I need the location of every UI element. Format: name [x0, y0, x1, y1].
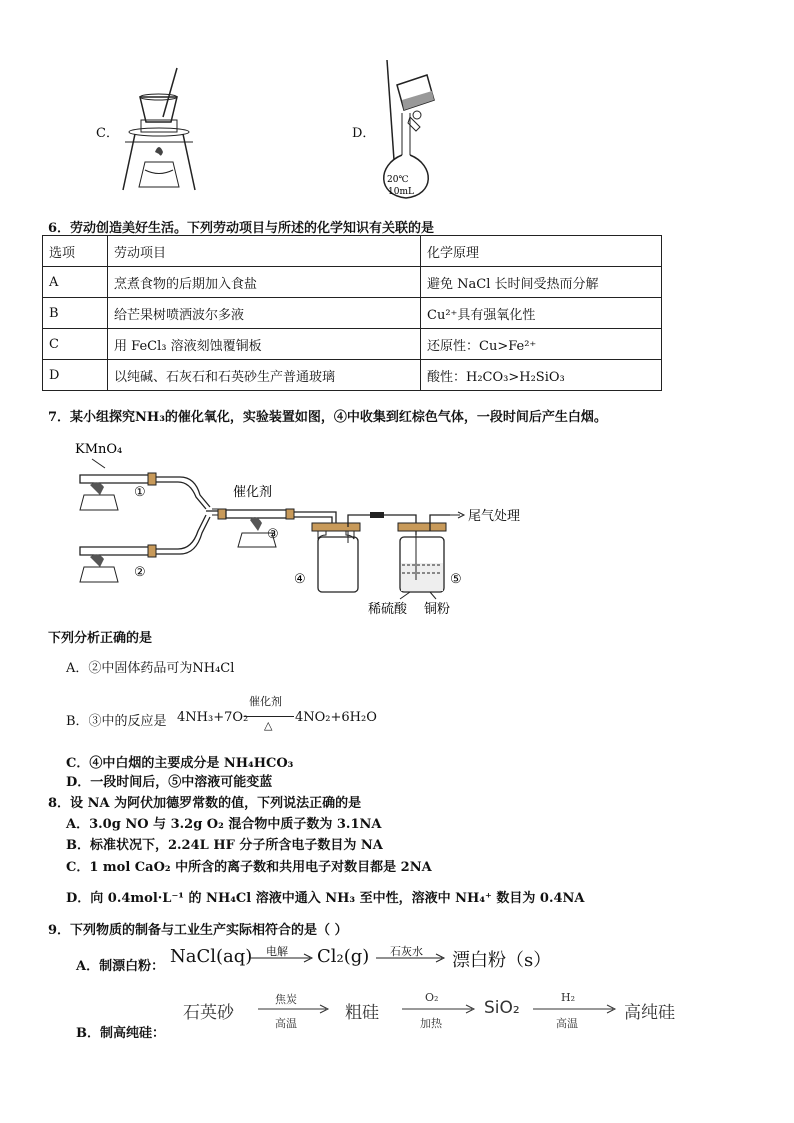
q9-a-arrow2 [376, 953, 446, 963]
q7-b-condition-bottom: △ [264, 719, 273, 732]
q9-b-cond1-top: 焦炭 [275, 993, 297, 1006]
q9-b-product: 高纯硅 [624, 1003, 675, 1023]
q9-a-reactant: NaCl(aq) [170, 946, 253, 967]
label-3: ③ [267, 527, 279, 542]
q8-option-a: A．3.0g NO 与 3.2g O₂ 混合物中质子数为 3.1NA [66, 817, 382, 832]
volumetric-flask-apparatus [372, 55, 442, 205]
label-4: ④ [294, 572, 306, 587]
q9-b-cond3-top: H₂ [561, 991, 576, 1004]
option-d-label: D． [352, 126, 376, 141]
q9-option-b-label: B．制高纯硅： [76, 1026, 165, 1041]
copper-label: 铜粉 [424, 602, 451, 617]
q9-a-intermediate: Cl₂(g) [317, 946, 370, 967]
q8-option-d: D．向 0.4mol·L⁻¹ 的 NH₄Cl 溶液中通入 NH₃ 至中性，溶液中 NH₄⁺ 数目为 0.4NA [66, 891, 585, 906]
q7-option-a: A．②中固体药品可为NH₄Cl [66, 661, 235, 676]
evaporating-dish-apparatus [115, 62, 205, 202]
q9-b-intermediate1: 粗硅 [345, 1003, 379, 1023]
table-header-row [43, 236, 662, 267]
q9-a-arrow1 [250, 953, 314, 963]
ammonia-oxidation-apparatus [70, 435, 550, 620]
q7-b-products: 4NO₂+6H₂O [295, 710, 377, 725]
row-d-option: D [43, 360, 108, 391]
q6-table [42, 235, 662, 391]
q7-stem: 7．某小组探究NH₃的催化氧化，实验装置如图，④中收集到红棕色气体，一段时间后产生白烟。 [48, 410, 607, 425]
row-c-labor: 用 FeCl₃ 溶液刻蚀覆铜板 [108, 329, 421, 360]
q9-b-reactant: 石英砂 [183, 1003, 234, 1023]
exhaust-label: 尾气处理 [468, 509, 521, 524]
q8-option-c: C．1 mol CaO₂ 中所含的离子数和共用电子对数目都是 2NA [66, 860, 432, 875]
row-a-principle: 避免 NaCl 长时间受热而分解 [421, 267, 662, 298]
q7-option-b-prefix: B．③中的反应是 [66, 714, 167, 729]
q7-lead: 下列分析正确的是 [48, 631, 153, 646]
row-b-labor: 给芒果树喷洒波尔多液 [108, 298, 421, 329]
q9-a-cond2: 石灰水 [390, 945, 423, 958]
header-option: 选项 [43, 236, 108, 267]
q9-b-intermediate2: SiO₂ [484, 998, 520, 1018]
q7-b-condition-top: 催化剂 [249, 695, 282, 708]
table-row [43, 329, 662, 360]
q9-a-product: 漂白粉（s） [452, 950, 552, 971]
q6-stem: 6．劳动创造美好生活。下列劳动项目与所述的化学知识有关联的是 [48, 221, 435, 236]
table-row [43, 267, 662, 298]
table-row [43, 298, 662, 329]
q9-a-cond1: 电解 [266, 945, 288, 958]
row-d-labor: 以纯碱、石灰石和石英砂生产普通玻璃 [108, 360, 421, 391]
row-c-principle: 还原性：Cu>Fe²⁺ [421, 329, 662, 360]
row-d-principle: 酸性：H₂CO₃>H₂SiO₃ [421, 360, 662, 391]
option-c-label: C． [96, 126, 119, 141]
q7-b-reactants: 4NH₃+7O₂ [177, 710, 249, 725]
q9-b-arrow3 [533, 1004, 617, 1014]
label-1: ① [134, 485, 146, 500]
q9-stem: 9．下列物质的制备与工业生产实际相符合的是（ ） [48, 923, 348, 938]
table-row [43, 360, 662, 391]
kmno4-label: KMnO₄ [75, 442, 123, 457]
row-a-labor: 烹煮食物的后期加入食盐 [108, 267, 421, 298]
q9-b-cond1-bottom: 高温 [275, 1017, 297, 1030]
header-labor: 劳动项目 [108, 236, 421, 267]
flask-temp: 20℃ [387, 175, 409, 185]
row-a-option: A [43, 267, 108, 298]
q9-b-cond3-bottom: 高温 [556, 1017, 578, 1030]
q8-option-b: B．标准状况下，2.24L HF 分子所含电子数目为 NA [66, 838, 383, 853]
row-b-principle: Cu²⁺具有强氧化性 [421, 298, 662, 329]
catalyst-label: 催化剂 [233, 485, 273, 500]
q9-b-cond2-bottom: 加热 [420, 1017, 442, 1030]
q9-b-arrow1 [258, 1004, 330, 1014]
q9-option-a-label: A．制漂白粉： [76, 959, 165, 974]
q9-b-cond2-top: O₂ [425, 991, 439, 1004]
label-2: ② [134, 565, 146, 580]
row-b-option: B [43, 298, 108, 329]
row-c-option: C [43, 329, 108, 360]
flask-volume: 10mL [388, 187, 414, 197]
acid-label: 稀硫酸 [368, 602, 408, 617]
q9-b-arrow2 [402, 1004, 476, 1014]
label-5: ⑤ [450, 572, 462, 587]
q8-stem: 8．设 NA 为阿伏加德罗常数的值，下列说法正确的是 [48, 796, 362, 811]
q7-option-d: D．一段时间后，⑤中溶液可能变蓝 [66, 775, 273, 790]
q7-option-c: C．④中白烟的主要成分是 NH₄HCO₃ [66, 756, 294, 771]
q7-b-reaction-line [244, 716, 294, 717]
header-principle: 化学原理 [421, 236, 662, 267]
